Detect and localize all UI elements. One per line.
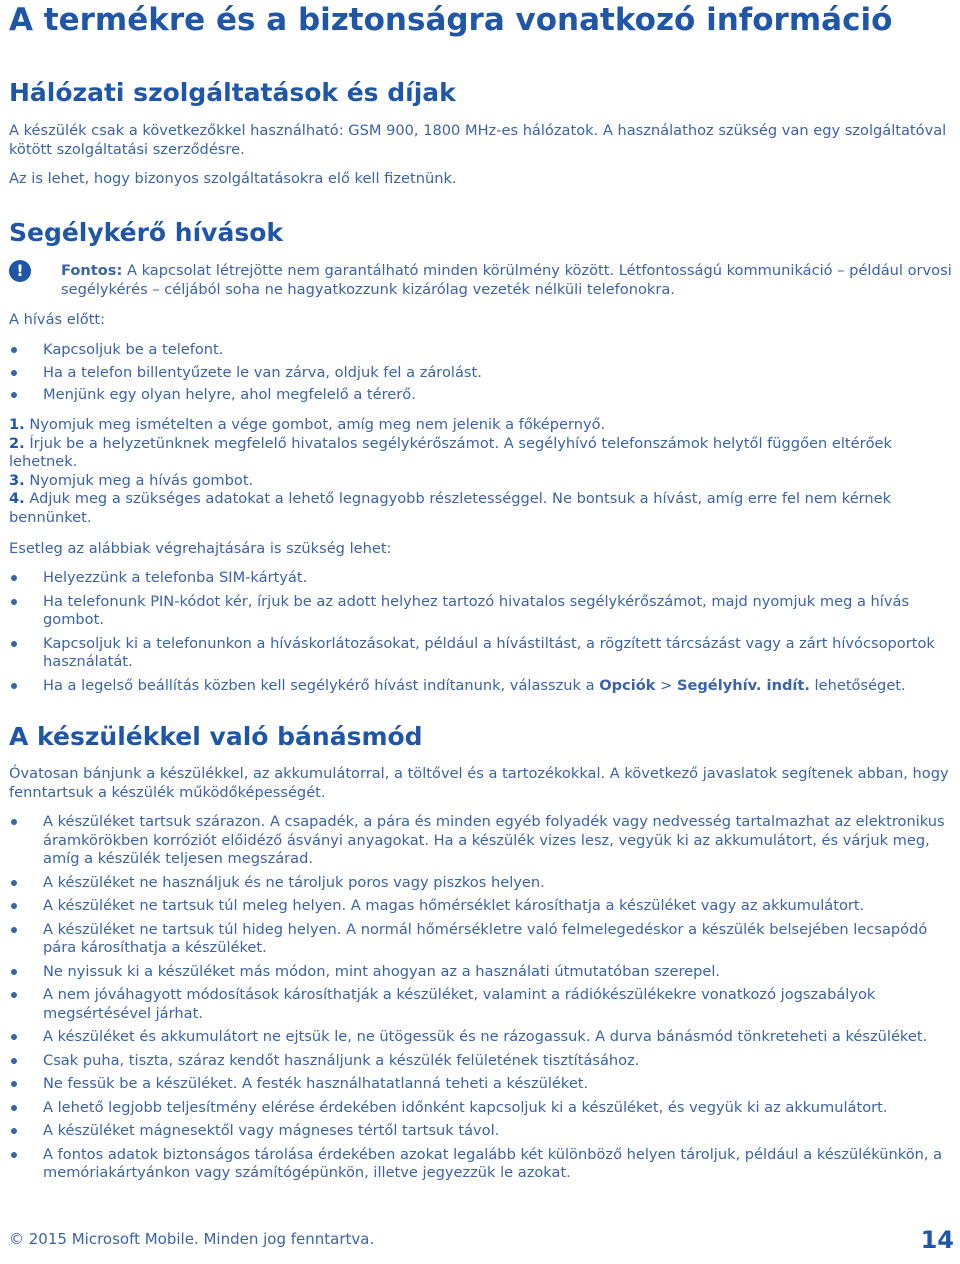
list-item: Ne nyissuk ki a készüléket más módon, mint ahogyan az a használati útmutatóban szerepel. — [9, 963, 955, 982]
before-call-label: A hívás előtt: — [9, 311, 106, 328]
list-item: Menjünk egy olyan helyre, ahol megfelelő a térerő. — [9, 386, 955, 405]
list-item: Kapcsoljuk be a telefont. — [9, 341, 955, 360]
step-text: Írjuk be a helyzetünknek megfelelő hivatalos segélykérőszámot. A segélyhívó telefonszámok helytől függően eltérőek lehetnek. — [9, 434, 892, 470]
page-title: A termékre és a biztonságra vonatkozó információ — [9, 2, 893, 38]
menu-option-emergency-call: Segélyhív. indít. — [676, 676, 810, 694]
note-label: Fontos: — [61, 262, 123, 279]
maybe-label: Esetleg az alábbiak végrehajtására is szükség lehet: — [9, 540, 392, 557]
step-number: 3. — [9, 471, 25, 489]
step-item — [9, 416, 955, 435]
list-item: A készüléket tartsuk szárazon. A csapadék, a pára és minden egyéb folyadék vagy nedvesség tartalmazhat az elektronikus áramkörökben korróziót előidéző ásványi anyagokat. Ha a készülék vizes lesz, vegyük ki az akkumulátort, és várjuk meg, amíg a készülék teljesen megszárad. — [9, 813, 955, 869]
steps-list — [9, 416, 955, 527]
step-text: Adjuk meg a szükséges adatokat a lehető legnagyobb részletességgel. Ne bontsuk a hívást, amíg erre fel nem kérnek bennünket. — [9, 490, 892, 526]
network-paragraph-1: A készülék csak a következőkkel használható: GSM 900, 1800 MHz-es hálózatok. A használathoz szükség van egy szolgáltatóval kötött szolgáltatási szerződésre. — [9, 122, 947, 158]
list-item: A készüléket mágnesektől vagy mágneses tértől tartsuk távol. — [9, 1122, 955, 1141]
list-item: A fontos adatok biztonságos tárolása érdekében azokat legalább két különböző helyen tároljuk, például a készülékünkön, a memóriakártyánkon vagy számítógépünkön, illetve jegyezzük le azokat. — [9, 1146, 955, 1183]
list-item: A készüléket ne tartsuk túl hideg helyen. A normál hőmérsékletre való felmelegedéskor a készülék belsejében lecsapódó pára károsíthatja a készüléket. — [9, 921, 955, 958]
warning-icon: ! — [9, 260, 31, 282]
copyright: © 2015 Microsoft Mobile. Minden jog fenntartva. — [9, 1230, 375, 1248]
care-heading: A készülékkel való bánásmód — [9, 722, 423, 751]
care-intro: Óvatosan bánjunk a készülékkel, az akkumulátorral, a töltővel és a tartozékokkal. A következő javaslatok segítenek abban, hogy fenntartsuk a készülék működőképességét. — [9, 765, 949, 801]
list-item — [9, 677, 955, 696]
list-item: Ne fessük be a készüléket. A festék használhatatlanná teheti a készüléket. — [9, 1075, 955, 1094]
menu-option-options: Opciók — [599, 676, 656, 694]
step-text: Nyomjuk meg a hívás gombot. — [24, 471, 254, 489]
step-number: 1. — [9, 416, 25, 433]
list-item: A készüléket és akkumulátort ne ejtsük le, ne ütögessük és ne rázogassuk. A durva bánásmód tönkreteheti a készüléket. — [9, 1028, 955, 1047]
step-item — [9, 435, 955, 472]
list-item: Csak puha, tiszta, száraz kendőt használjunk a készülék felületének tisztításához. — [9, 1052, 955, 1071]
list-item: A lehető legjobb teljesítmény elérése érdekében időnként kapcsoljuk ki a készüléket, és vegyük ki az akkumulátort. — [9, 1099, 955, 1118]
network-paragraph-2: Az is lehet, hogy bizonyos szolgáltatásokra elő kell fizetnünk. — [9, 170, 457, 187]
list-item: Ha a telefon billentyűzete le van zárva, oldjuk fel a zárolást. — [9, 364, 955, 383]
list-item: A készüléket ne használjuk és ne tároljuk poros vagy piszkos helyen. — [9, 874, 955, 893]
note-text: A kapcsolat létrejötte nem garantálható minden körülmény között. Létfontosságú kommunikáció – például orvosi segélykérés – céljából soha ne hagyatkozzunk kizárólag vezeték nélküli telefonokra. — [61, 262, 952, 298]
step-number: 4. — [9, 490, 25, 507]
page-number: 14 — [920, 1226, 954, 1254]
list-item: A készüléket ne tartsuk túl meleg helyen. A magas hőmérséklet károsíthatja a készüléket vagy az akkumulátort. — [9, 897, 955, 916]
step-item — [9, 490, 955, 527]
network-heading: Hálózati szolgáltatások és díjak — [9, 78, 456, 107]
step-number: 2. — [9, 434, 25, 452]
item-text: Ha a legelső beállítás közben kell segélykérő hívást indítanunk, válasszuk a — [43, 676, 600, 694]
maybe-list — [9, 569, 955, 695]
step-text: Nyomjuk meg ismételten a vége gombot, amíg meg nem jelenik a főképernyő. — [24, 416, 606, 433]
list-item: A nem jóváhagyott módosítások károsíthatják a készüléket, valamint a rádiókészülékekre vonatkozó jogszabályok megsértésével járhat. — [9, 986, 955, 1023]
item-text: lehetőséget. — [809, 676, 906, 694]
separator: > — [655, 676, 677, 694]
list-item: Ha telefonunk PIN-kódot kér, írjuk be az adott helyhez tartozó hivatalos segélykérőszámot, majd nyomjuk meg a hívás gombot. — [9, 593, 955, 630]
list-item: Helyezzünk a telefonba SIM-kártyát. — [9, 569, 955, 588]
important-note — [61, 261, 960, 299]
list-item: Kapcsoljuk ki a telefonunkon a híváskorlátozásokat, például a hívástiltást, a rögzített tárcsázást vagy a zárt hívócsoportok használatát. — [9, 635, 955, 672]
before-call-list — [9, 341, 955, 405]
step-item — [9, 472, 955, 491]
emergency-heading: Segélykérő hívások — [9, 218, 284, 247]
care-list — [9, 813, 955, 1183]
